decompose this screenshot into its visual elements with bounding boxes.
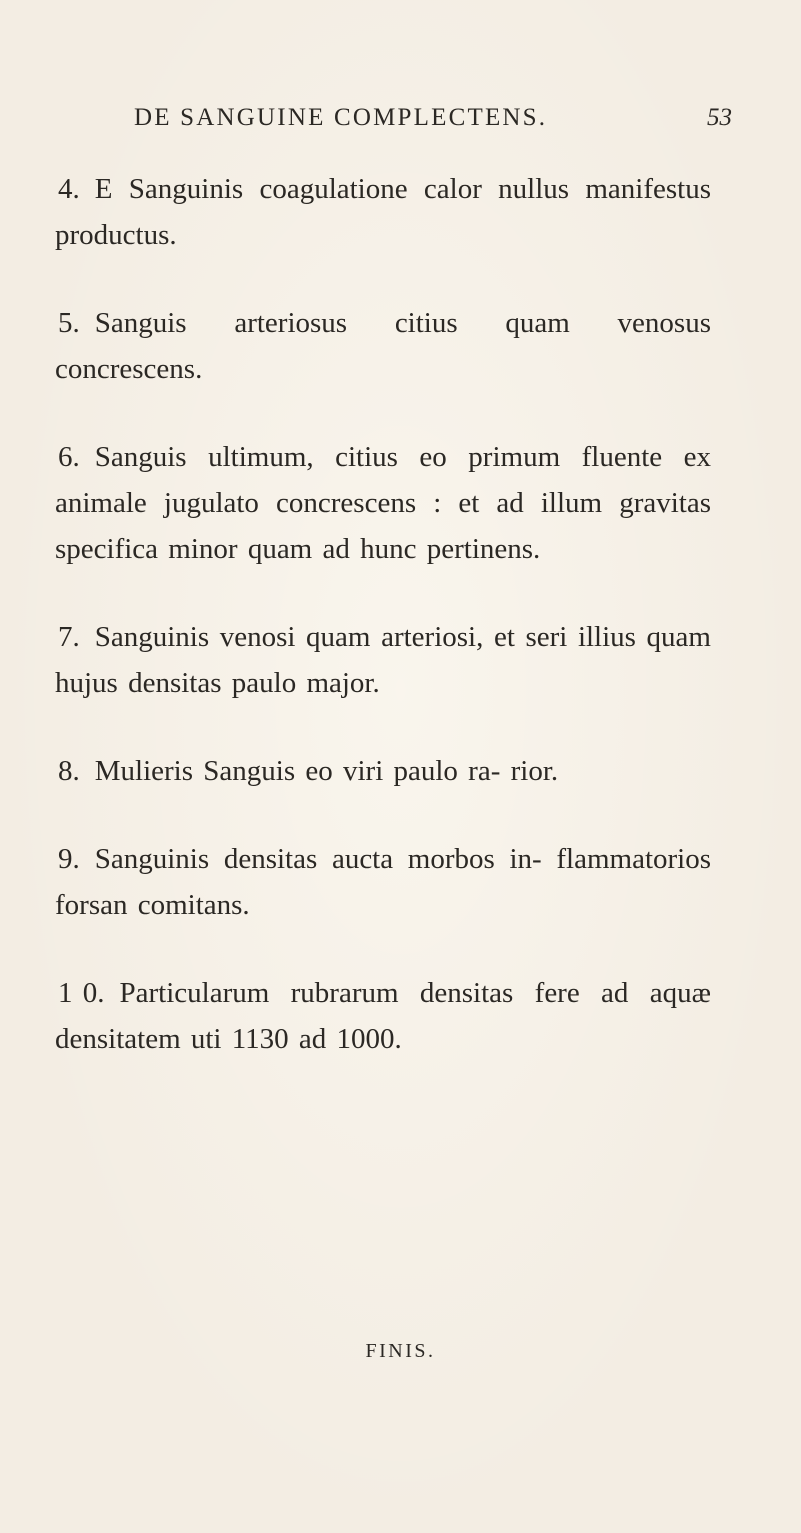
finis-mark: FINIS. xyxy=(365,1340,436,1362)
thesis-item xyxy=(55,166,711,258)
running-title: DE SANGUINE COMPLECTENS. xyxy=(134,104,548,131)
thesis-item xyxy=(55,614,711,706)
theses-list xyxy=(55,166,711,1104)
thesis-number: 8. xyxy=(58,755,80,787)
thesis-text: Sanguis ultimum, citius eo primum fluente ex animale jugulato concrescens : et ad illum gravitas specifica minor quam ad hunc pertinens. xyxy=(55,441,711,565)
thesis-text: Sanguis arteriosus citius quam venosus concrescens. xyxy=(55,307,711,385)
thesis-item xyxy=(55,836,711,928)
thesis-number: 5. xyxy=(58,307,80,339)
thesis-number: 4. xyxy=(58,173,80,205)
thesis-number: 7. xyxy=(58,621,80,653)
running-head xyxy=(0,104,801,140)
thesis-item xyxy=(55,434,711,572)
thesis-text: Particularum rubrarum densitas fere ad aquæ densitatem uti 1130 ad 1000. xyxy=(55,977,711,1055)
page-number: 53 xyxy=(707,104,732,131)
thesis-text: Sanguinis venosi quam arteriosi, et seri illius quam hujus densitas paulo major. xyxy=(55,621,711,699)
thesis-number: 6. xyxy=(58,441,80,473)
thesis-item xyxy=(55,970,711,1062)
thesis-text: E Sanguinis coagulatione calor nullus manifestus productus. xyxy=(55,173,711,251)
thesis-number: 9. xyxy=(58,843,80,875)
thesis-item xyxy=(55,748,711,794)
thesis-text: Sanguinis densitas aucta morbos in- flammatorios forsan comitans. xyxy=(55,843,711,921)
thesis-item xyxy=(55,300,711,392)
thesis-text: Mulieris Sanguis eo viri paulo ra- rior. xyxy=(94,755,559,787)
thesis-number: 1 0. xyxy=(58,977,105,1009)
